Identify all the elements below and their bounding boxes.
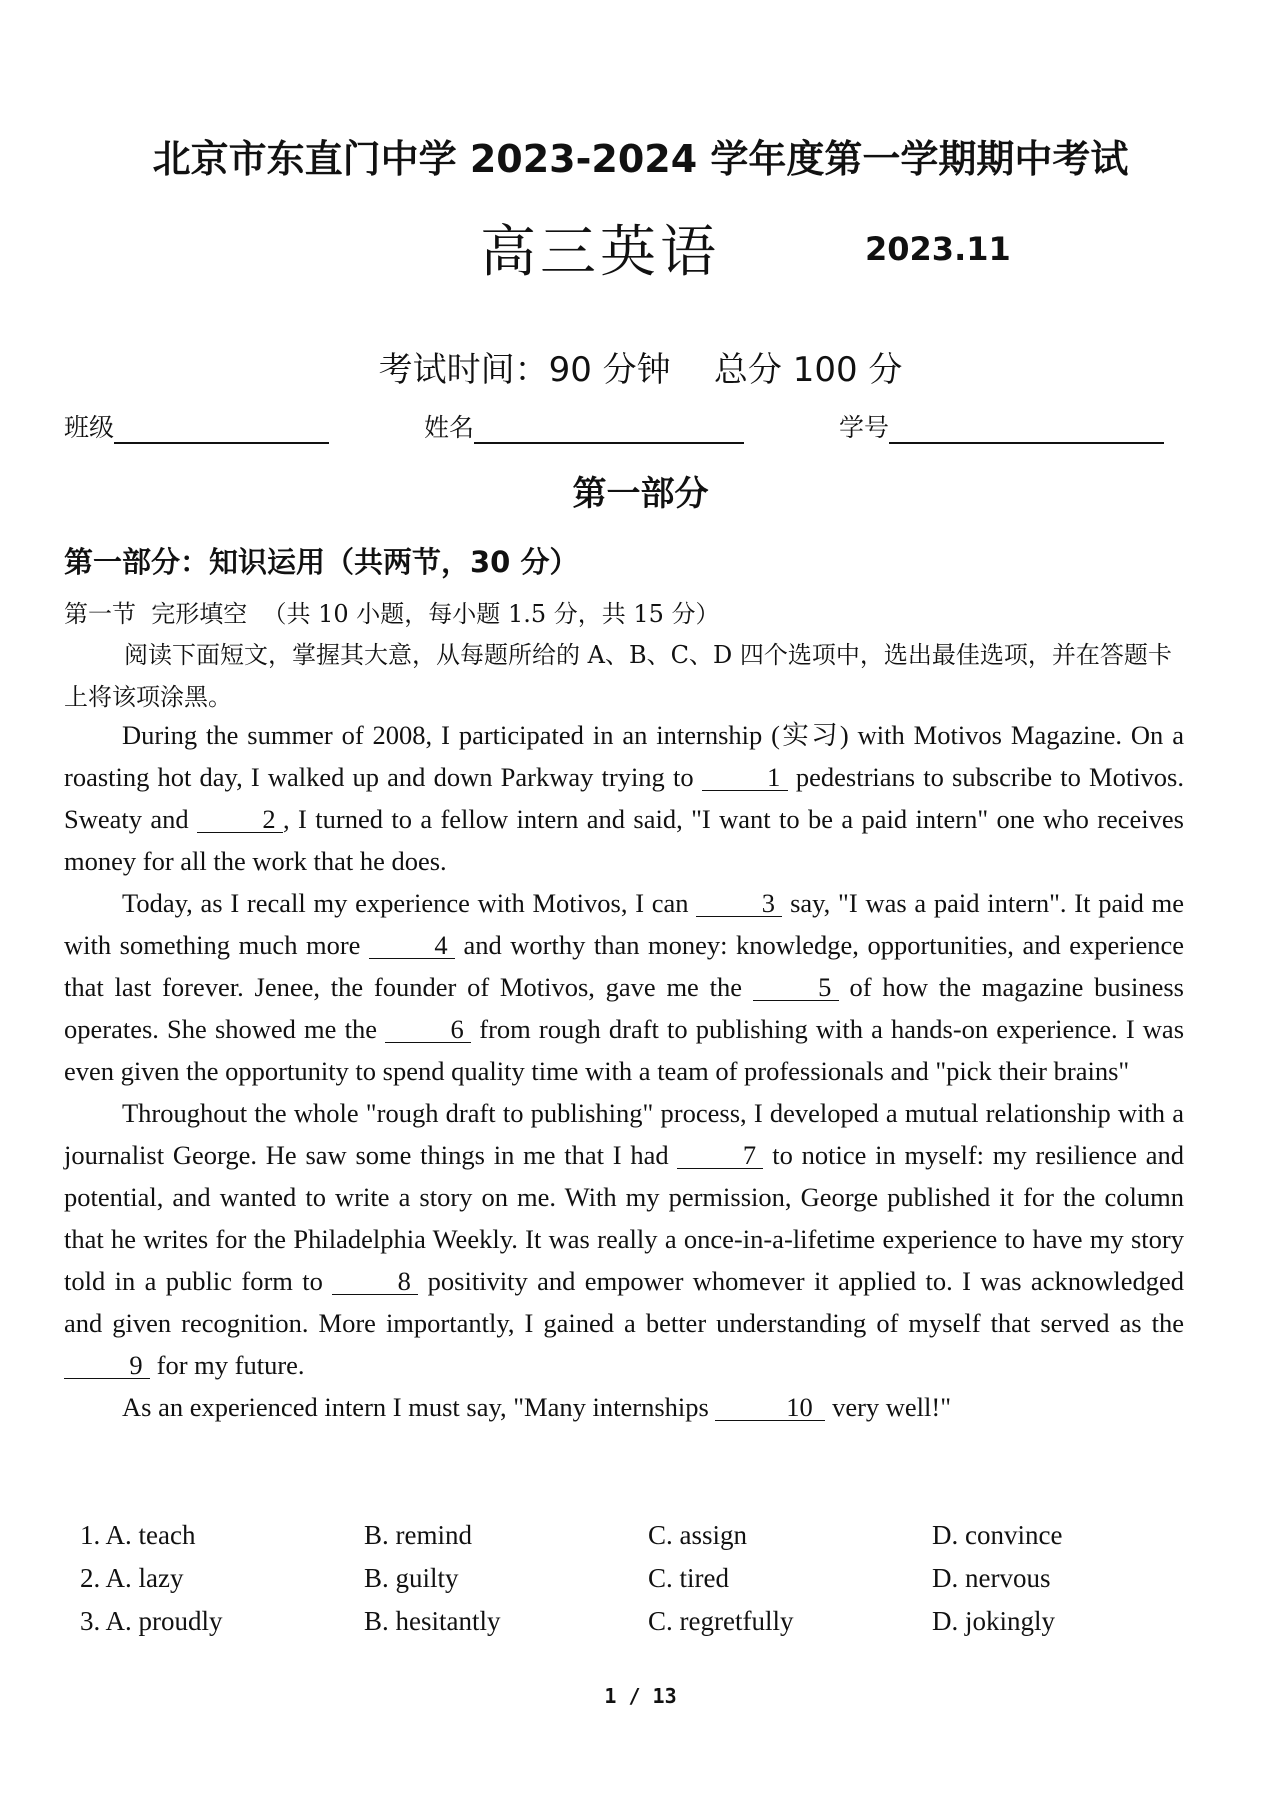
passage-text: Throughout the whole "rough draft to publishing" process, I developed a mutual relationship with a journalist George. He saw some things in me that I had xyxy=(64,1098,1184,1170)
exam-title: 北京市东直门中学 2023-2024 学年度第一学期期中考试 xyxy=(152,137,1129,181)
class-field xyxy=(64,408,329,444)
passage-text: from rough draft to publishing with a hands-on experience. I was even given the opportunity to spend quality time with a team of professionals and "pick their brains" xyxy=(64,1014,1185,1086)
name-label: 姓名 xyxy=(424,413,475,442)
class-blank-line xyxy=(114,416,329,444)
blank-3: 3 xyxy=(696,890,782,917)
blank-2: 2 xyxy=(197,806,283,833)
subject-row xyxy=(0,208,1281,285)
option-2d: D. nervous xyxy=(932,1563,1051,1593)
passage-text: Today, as I recall my experience with Motivos, I can xyxy=(122,888,697,918)
student-id-label: 学号 xyxy=(839,413,890,442)
option-3b: B. hesitantly xyxy=(364,1606,501,1636)
blank-10: 10 xyxy=(715,1394,825,1421)
exam-date: 2023.11 xyxy=(865,230,1011,268)
section-heading: 第一部分：知识运用（共两节，30 分） xyxy=(64,545,579,579)
answer-options xyxy=(80,1520,1100,1649)
student-id-blank-line xyxy=(889,416,1164,444)
option-2b: B. guilty xyxy=(364,1563,459,1593)
option-1d: D. convince xyxy=(932,1520,1063,1550)
passage-paragraph xyxy=(64,882,1184,1092)
blank-6: 6 xyxy=(385,1016,471,1043)
blank-9: 9 xyxy=(64,1352,150,1379)
option-3d: D. jokingly xyxy=(932,1606,1056,1636)
option-row-3 xyxy=(80,1606,1100,1649)
passage-text: As an experienced intern I must say, "Many internships xyxy=(122,1392,716,1422)
passage-text: positivity and empower whomever it applied to. I was acknowledged and given recognition. More importantly, I gained a better understanding of myself that served as the xyxy=(64,1266,1184,1338)
option-3a: 3. A. proudly xyxy=(80,1606,223,1636)
passage-text: During the summer of 2008, I participated in an internship (实习) with Motivos Magazine. On a roasting hot day, I walked up and down Parkway trying to xyxy=(64,720,1184,792)
option-2a: 2. A. lazy xyxy=(80,1563,184,1593)
passage-text: of how the magazine business operates. She showed me the xyxy=(64,972,1184,1044)
exam-time-and-score: 考试时间：90 分钟 总分 100 分 xyxy=(378,350,903,390)
class-label: 班级 xyxy=(64,413,115,442)
passage-paragraph xyxy=(64,1092,1184,1386)
part-heading: 第一部分 xyxy=(572,474,709,514)
blank-4: 4 xyxy=(369,932,455,959)
passage-text: very well!" xyxy=(825,1392,952,1422)
passage-text: pedestrians to subscribe to Motivos. Sweaty and xyxy=(64,762,1184,834)
blank-8: 8 xyxy=(332,1268,418,1295)
option-2c: C. tired xyxy=(648,1563,729,1593)
blank-1: 1 xyxy=(702,764,788,791)
passage-text: say, "I was a paid intern". It paid me with something much more xyxy=(64,888,1184,960)
subject-title: 高三英语 xyxy=(480,220,720,285)
passage-text: to notice in myself: my resilience and potential, and wanted to write a story on me. With my permission, George published it for the column that he writes for the Philadelphia Weekly. It was really a once-in-a-lifetime experience to have my story told in a public form to xyxy=(64,1140,1184,1296)
option-row-2 xyxy=(80,1563,1100,1606)
option-row-1 xyxy=(80,1520,1100,1563)
page-number: 1 / 13 xyxy=(604,1684,677,1708)
passage-text: , I turned to a fellow intern and said, "I want to be a paid intern" one who receives money for all the work that he does. xyxy=(64,804,1184,876)
option-3c: C. regretfully xyxy=(648,1606,794,1636)
cloze-sub-heading: 第一节 完形填空 （共 10 小题，每小题 1.5 分，共 15 分） xyxy=(64,600,720,628)
passage-text: for my future. xyxy=(150,1350,305,1380)
passage-paragraph xyxy=(64,1386,1184,1428)
option-1c: C. assign xyxy=(648,1520,748,1550)
cloze-passage xyxy=(64,714,1184,1428)
blank-7: 7 xyxy=(677,1142,763,1169)
passage-paragraph xyxy=(64,714,1184,882)
blank-5: 5 xyxy=(753,974,839,1001)
passage-text: and worthy than money: knowledge, opportunities, and experience that last forever. Jenee, the founder of Motivos, gave me the xyxy=(64,930,1184,1002)
student-info-fields xyxy=(64,408,1184,448)
student-id-field xyxy=(839,408,1164,444)
cloze-instructions: 阅读下面短文，掌握其大意，从每题所给的 A、B、C、D 四个选项中，选出最佳选项，并在答题卡上将该项涂黑。 xyxy=(64,641,1172,711)
option-1a: 1. A. teach xyxy=(80,1520,196,1550)
option-1b: B. remind xyxy=(364,1520,472,1550)
name-blank-line xyxy=(474,416,744,444)
name-field xyxy=(424,408,744,444)
